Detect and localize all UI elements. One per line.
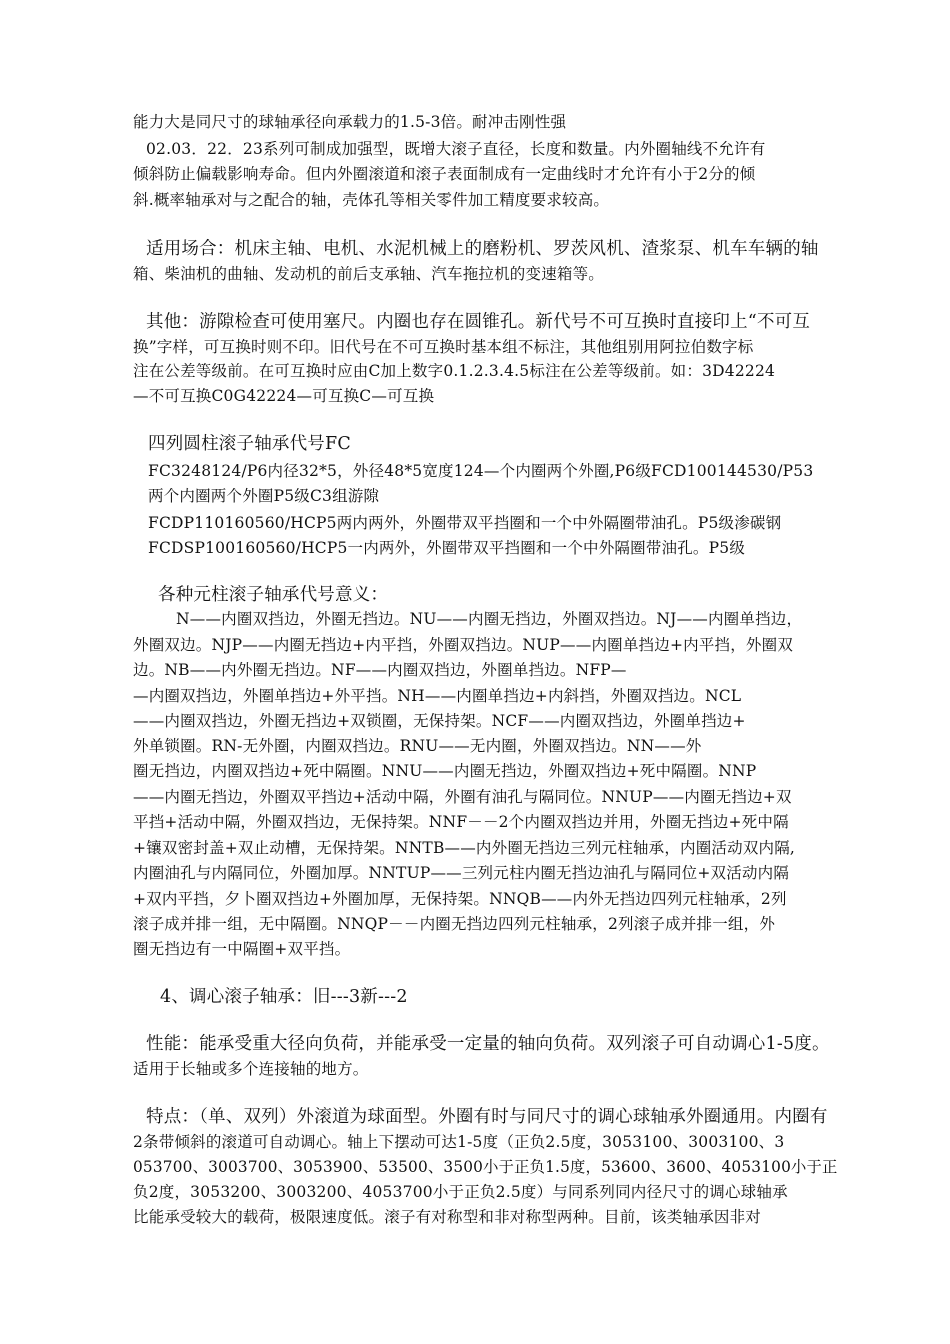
text-line: FC3248124/P6内径32*5，外径48*5宽度124—个内圈两个外圈,P6级FCD100144530/P53 (148, 462, 814, 480)
text-line: 箱、柴油机的曲轴、发动机的前后支承轴、汽车拖拉机的变速箱等。 (133, 265, 605, 283)
text-line: —不可互换C0G42224—可互换C—可互换 (133, 387, 435, 405)
text-line: 内圈油孔与内隔同位，外圈加厚。NNTUP——三列元柱内圈无挡边油孔与隔同位+双活动内隔 (133, 864, 790, 882)
text-line: 注在公差等级前。在可互换时应由C加上数字0.1.2.3.4.5标注在公差等级前。如：3D42224 (133, 362, 776, 380)
text-line: N——内圈双挡边，外圈无挡边。NU——内圈无挡边，外圈双挡边。NJ——内圈单挡边， (176, 610, 803, 628)
text-line: 性能：能承受重大径向负荷，并能承受一定量的轴向负荷。双列滚子可自动调心1-5度。 (146, 1034, 830, 1054)
text-line: ——内圈双挡边，外圈无挡边+双锁圈，无保持架。NCF——内圈双挡边，外圈单挡边+ (133, 712, 746, 730)
text-line: 换”字样，可互换时则不印。旧代号在不可互换时基本组不标注，其他组别用阿拉伯数字标 (133, 338, 754, 356)
text-line: +镶双密封盖+双止动槽，无保持架。NNTB——内外圈无挡边三列元柱轴承，内圈活动双内隔, (133, 839, 796, 857)
text-line: 圈无挡边，内圈双挡边+死中隔圈。NNU——内圈无挡边，外圈双挡边+死中隔圈。NNP (133, 762, 757, 780)
text-line: 倾斜防止偏载影响寿命。但内外圈滚道和滚子表面制成有一定曲线时才允许有小于2分的倾 (133, 165, 756, 183)
text-line: 053700、3003700、3053900、53500、3500小于正负1.5度，53600、3600、4053100小于正 (133, 1158, 838, 1176)
text-line: 其他：游隙检查可使用塞尺。内圈也存在圆锥孔。新代号不可互换时直接印上“不可互 (146, 312, 811, 332)
text-line: 外圈双边。NJP——内圈无挡边+内平挡，外圈双挡边。NUP——内圈单挡边+内平挡，外圈双 (133, 636, 794, 654)
text-line: 比能承受较大的载荷，极限速度低。滚子有对称型和非对称型两种。目前，该类轴承因非对 (133, 1208, 762, 1226)
section-heading: 4、调心滚子轴承：旧---3新---2 (160, 987, 408, 1007)
text-line: FCDP110160560/HCP5两内两外，外圈带双平挡圈和一个中外隔圈带油孔。P5级渗碳钢 (148, 514, 782, 532)
text-line: 特点：（单、双列）外滚道为球面型。外圈有时与同尺寸的调心球轴承外圈通用。内圈有 (146, 1107, 828, 1127)
text-line: 外单锁圈。RN-无外圈，内圈双挡边。RNU——无内圈，外圈双挡边。NN——外 (133, 737, 702, 755)
section-heading: 四列圆柱滚子轴承代号FC (148, 434, 351, 454)
text-line: 能力大是同尺寸的球轴承径向承载力的1.5-3倍。耐冲击刚性强 (133, 113, 567, 131)
text-line: 2条带倾斜的滚道可自动调心。轴上下摆动可达1-5度（正负2.5度，3053100、3003100、3 (133, 1133, 785, 1151)
text-line: 平挡+活动中隔，外圈双挡边，无保持架。NNF－－2个内圈双挡边并用，外圈无挡边+死中隔 (133, 813, 789, 831)
text-line: 圈无挡边有一中隔圈+双平挡。 (133, 940, 351, 958)
text-line: 斜.概率轴承对与之配合的轴，壳体孔等相关零件加工精度要求较高。 (133, 191, 610, 209)
text-line: —内圈双挡边，外圈单挡边+外平挡。NH——内圈单挡边+内斜挡，外圈双挡边。NCL (133, 687, 742, 705)
text-line: 02.03．22．23系列可制成加强型，既增大滚子直径，长度和数量。内外圈轴线不允许有 (146, 140, 766, 158)
text-line: 适用场合：机床主轴、电机、水泥机械上的磨粉机、罗茨风机、渣浆泵、机车车辆的轴 (146, 239, 819, 259)
text-line: 边。NB——内外圈无挡边。NF——内圈双挡边，外圈单挡边。NFP— (133, 661, 627, 679)
section-heading: 各种元柱滚子轴承代号意义： (158, 585, 389, 605)
text-line: +双内平挡，夕卜圈双挡边+外圈加厚，无保持架。NNQB——内外无挡边四列元柱轴承，2列 (133, 890, 787, 908)
text-line: 负2度，3053200、3003200、4053700小于正负2.5度）与同系列同内径尺寸的调心球轴承 (133, 1183, 788, 1201)
text-line: 滚子成并排一组，无中隔圈。NNQP－－内圈无挡边四列元柱轴承，2列滚子成并排一组，外 (133, 915, 776, 933)
text-line: ——内圈无挡边，外圈双平挡边+活动中隔，外圈有油孔与隔同位。NNUP——内圈无挡边+双 (133, 788, 792, 806)
text-line: 两个内圈两个外圈P5级C3组游隙 (148, 487, 380, 505)
text-line: 适用于长轴或多个连接轴的地方。 (133, 1060, 369, 1078)
text-line: FCDSP100160560/HCP5一内两外，外圈带双平挡圈和一个中外隔圈带油孔。P5级 (148, 539, 746, 557)
